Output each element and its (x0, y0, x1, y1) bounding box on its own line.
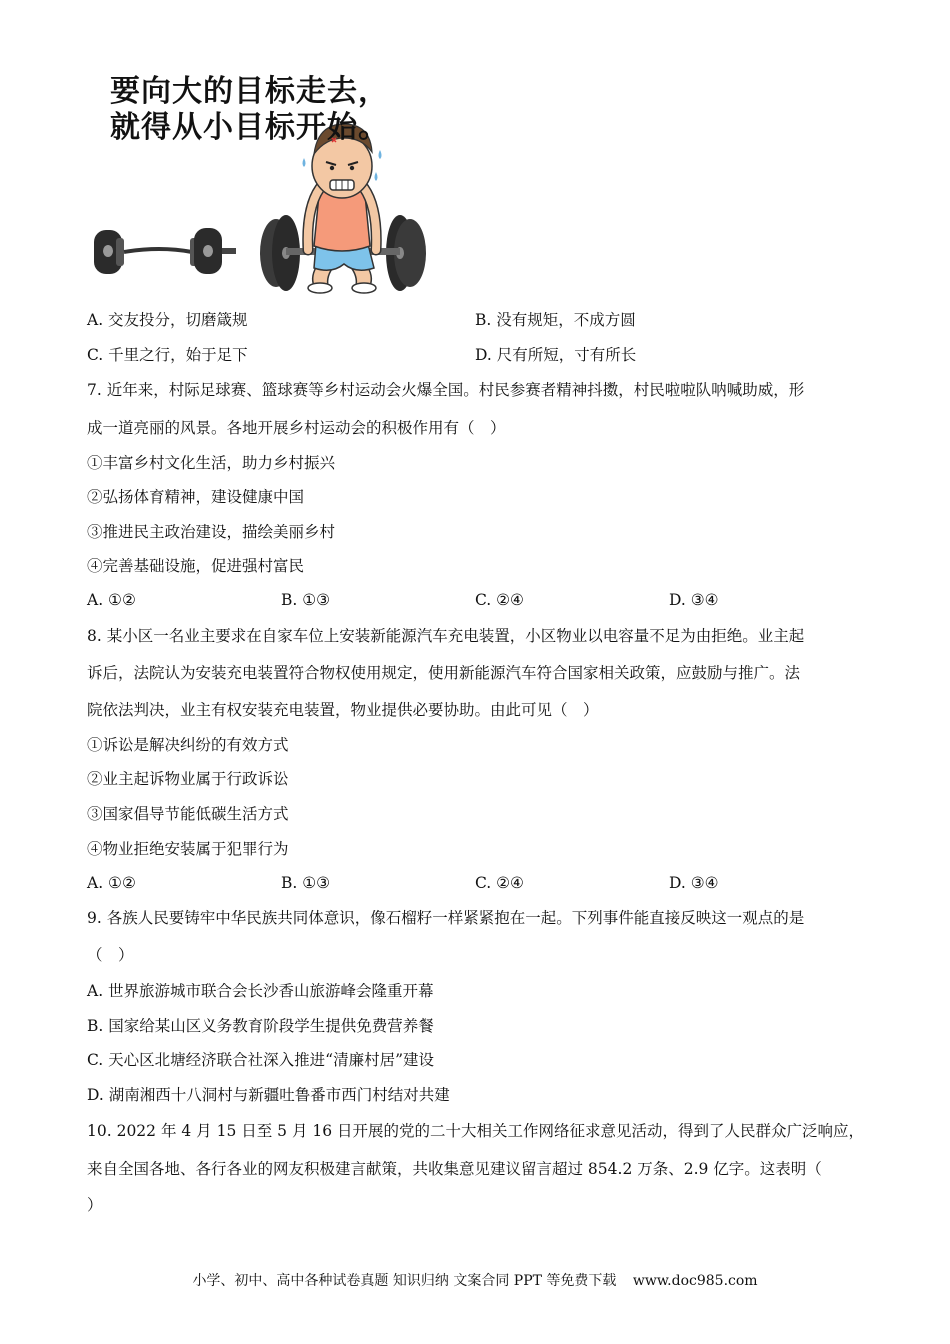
small-barbell-icon (94, 228, 236, 274)
q6-option-b[interactable]: B. 没有规矩，不成方圆 (475, 311, 636, 329)
q8-option-c[interactable]: C. ②④ (475, 874, 524, 892)
weightlifting-cartoon (80, 68, 440, 300)
q9-stem-line2: （ ） (87, 946, 134, 964)
q7-item-1: ①丰富乡村文化生活，助力乡村振兴 (87, 454, 336, 472)
q6-option-a[interactable]: A. 交友投分，切磨箴规 (87, 311, 248, 329)
weightlifter-icon (260, 124, 426, 293)
page-footer (0, 1270, 950, 1290)
q7-stem-line2: 成一道亮丽的风景。各地开展乡村运动会的积极作用有（ ） (87, 419, 506, 437)
cartoon-caption (110, 74, 389, 146)
q10-stem-line3: ） (87, 1196, 103, 1214)
q9-stem-line1: 9. 各族人民要铸牢中华民族共同体意识，像石榴籽一样紧紧抱在一起。下列事件能直接反映这一观点的是 (87, 909, 805, 927)
q8-stem-line3: 院依法判决，业主有权安装充电装置，物业提供必要协助。由此可见（ ） (87, 701, 599, 719)
q9-option-a[interactable]: A. 世界旅游城市联合会长沙香山旅游峰会隆重开幕 (87, 982, 434, 1000)
q9-option-c[interactable]: C. 天心区北塘经济联合社深入推进“清廉村居”建设 (87, 1051, 435, 1069)
q6-option-c[interactable]: C. 千里之行，始于足下 (87, 346, 248, 364)
cartoon-caption-line2: 就得从小目标开始。 (110, 110, 389, 145)
q8-stem-line2: 诉后，法院认为安装充电装置符合物权使用规定，使用新能源汽车符合国家相关政策，应鼓励与推广。法 (87, 664, 801, 682)
q9-option-d[interactable]: D. 湖南湘西十八洞村与新疆吐鲁番市西门村结对共建 (87, 1086, 450, 1104)
q10-stem-line1: 10. 2022 年 4 月 15 日至 5 月 16 日开展的党的二十大相关工作网络征求意见活动，得到了人民群众广泛响应， (87, 1122, 865, 1140)
q8-item-3: ③国家倡导节能低碳生活方式 (87, 805, 289, 823)
q6-option-d[interactable]: D. 尺有所短，寸有所长 (475, 346, 637, 364)
q7-option-b[interactable]: B. ①③ (281, 591, 331, 609)
q8-stem-line1: 8. 某小区一名业主要求在自家车位上安装新能源汽车充电装置，小区物业以电容量不足为由拒绝。业主起 (87, 627, 805, 645)
q7-item-2: ②弘扬体育精神，建设健康中国 (87, 488, 305, 506)
q7-item-4: ④完善基础设施，促进强村富民 (87, 557, 305, 575)
q7-option-d[interactable]: D. ③④ (669, 591, 719, 609)
q8-option-d[interactable]: D. ③④ (669, 874, 719, 892)
q7-option-a[interactable]: A. ①② (87, 591, 136, 609)
q7-stem-line1: 7. 近年来，村际足球赛、篮球赛等乡村运动会火爆全国。村民参赛者精神抖擞，村民啦啦队呐喊助威，形 (87, 381, 805, 399)
q7-item-3: ③推进民主政治建设，描绘美丽乡村 (87, 523, 336, 541)
q8-item-2: ②业主起诉物业属于行政诉讼 (87, 770, 289, 788)
footer-link[interactable]: www.doc985.com (632, 1273, 758, 1289)
q7-option-c[interactable]: C. ②④ (475, 591, 524, 609)
q9-option-b[interactable]: B. 国家给某山区义务教育阶段学生提供免费营养餐 (87, 1017, 434, 1035)
q8-item-4: ④物业拒绝安装属于犯罪行为 (87, 840, 289, 858)
q8-option-a[interactable]: A. ①② (87, 874, 136, 892)
q8-option-b[interactable]: B. ①③ (281, 874, 331, 892)
footer-text: 小学、初中、高中各种试卷真题 知识归纳 文案合同 PPT 等免费下载 (192, 1273, 617, 1289)
cartoon-caption-line1: 要向大的目标走去， (110, 74, 389, 109)
q10-stem-line2: 来自全国各地、各行各业的网友积极建言献策，共收集意见建议留言超过 854.2 万条、2.9 亿字。这表明（ (87, 1160, 822, 1178)
q8-item-1: ①诉讼是解决纠纷的有效方式 (87, 736, 289, 754)
